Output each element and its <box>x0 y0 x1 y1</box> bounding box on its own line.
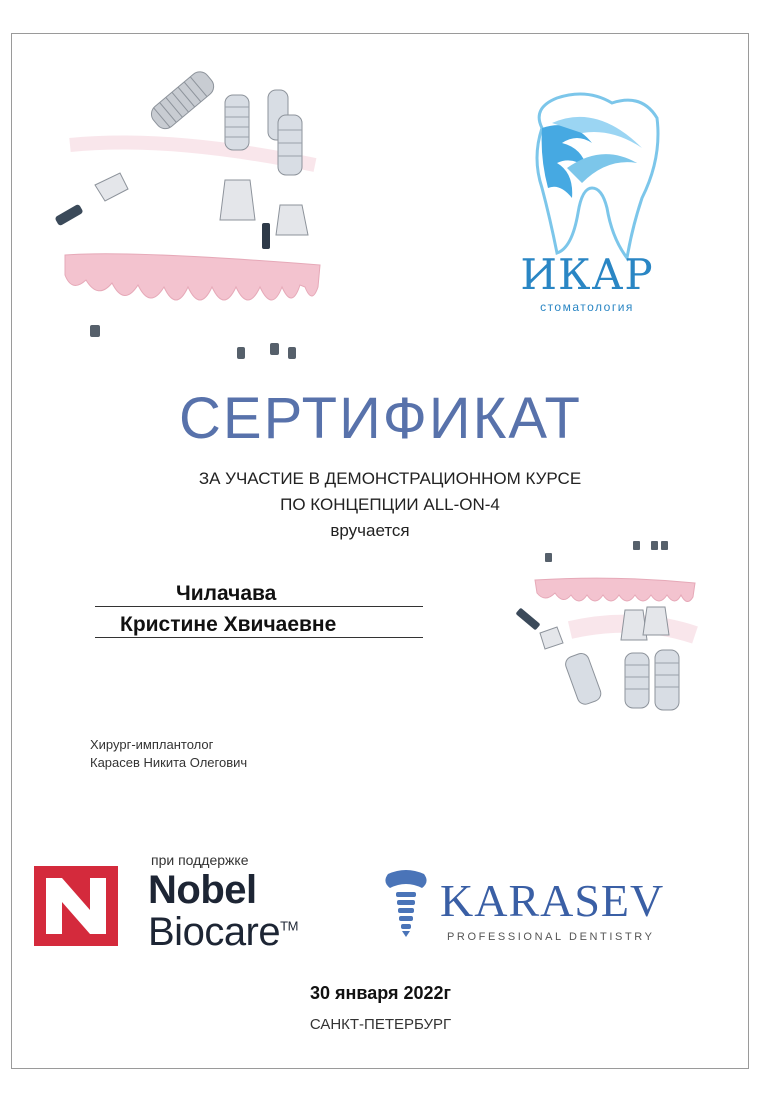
support-text: при поддержке <box>151 852 249 868</box>
nobel-logo-biocare: Biocare <box>148 910 281 954</box>
certificate-subtitle-line2: ПО КОНЦЕПЦИИ ALL-ON-4 <box>280 495 500 514</box>
ikar-logo-name: ИКАР <box>520 250 654 299</box>
recipient-underline <box>95 637 423 638</box>
certificate-city: САНКТ-ПЕТЕРБУРГ <box>309 1016 452 1033</box>
dental-implant-illustration-icon <box>515 535 725 720</box>
implant-tooth-logo-icon <box>380 868 432 938</box>
recipient-surname: Чилачава <box>176 582 277 605</box>
recipient-given-name: Кристине Хвичаевне <box>120 613 337 636</box>
nobel-logo-line2 <box>148 910 298 955</box>
nobel-logo-line1: Nobel <box>148 868 257 912</box>
ikar-logo-subtitle: стоматология <box>540 300 634 314</box>
tooth-wing-logo-icon <box>512 88 662 263</box>
certificate-title: СЕРТИФИКАТ <box>179 386 582 451</box>
surgeon-block <box>90 736 247 772</box>
dental-implant-illustration-icon <box>50 55 340 375</box>
surgeon-title: Хирург-имплантолог <box>90 737 214 752</box>
certificate-date: 30 января 2022г <box>309 983 452 1003</box>
nobel-n-logo-icon <box>30 862 122 950</box>
karasev-logo-name: KARASEV <box>440 875 665 926</box>
surgeon-name: Карасев Никита Олегович <box>90 755 248 770</box>
recipient-underline <box>95 606 423 607</box>
trademark-mark: TM <box>280 918 298 934</box>
certificate-subtitle-line1: ЗА УЧАСТИЕ В ДЕМОНСТРАЦИОННОМ КУРСЕ <box>198 469 582 488</box>
awarded-text: вручается <box>330 521 410 540</box>
karasev-logo-subtitle: PROFESSIONAL DENTISTRY <box>447 931 655 943</box>
